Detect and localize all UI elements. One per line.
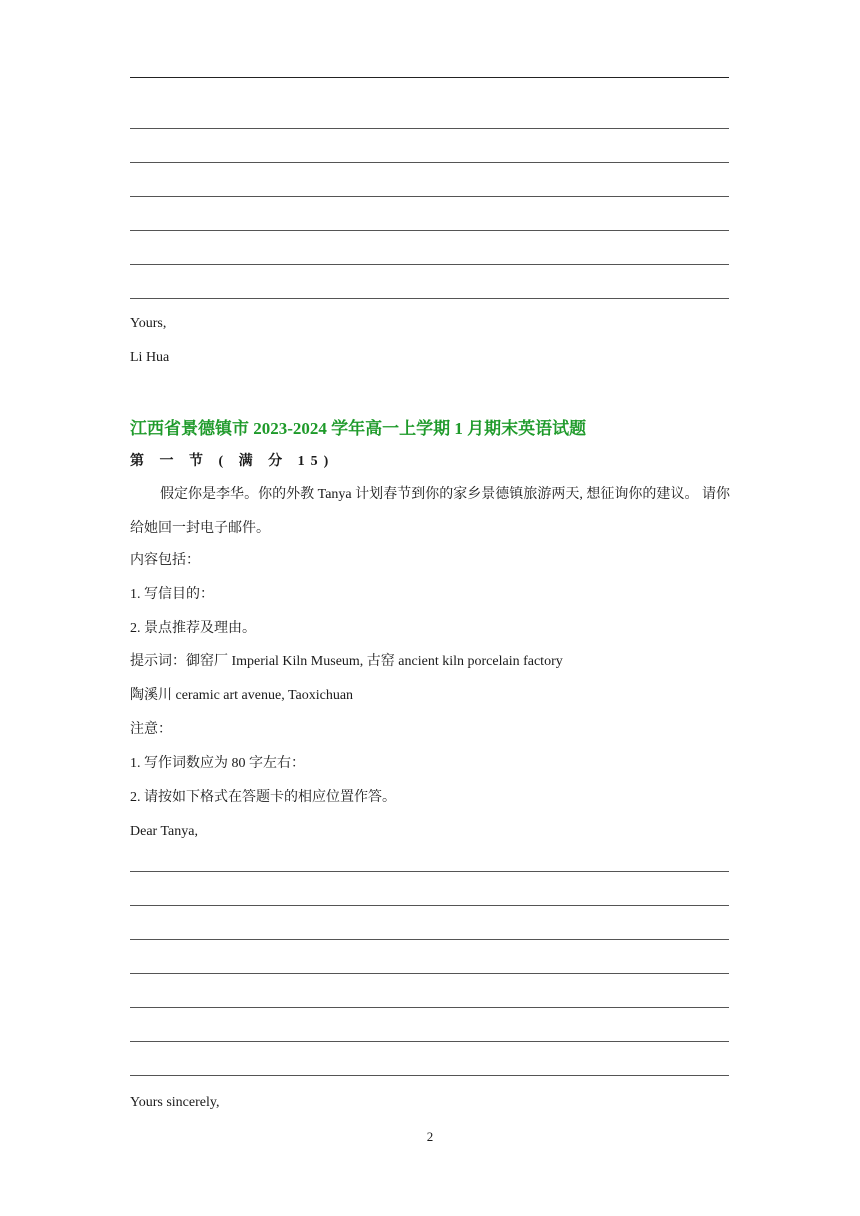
- letter-salutation: Dear Tanya,: [130, 824, 198, 839]
- writing-line: [130, 298, 729, 299]
- writing-line: [130, 939, 729, 940]
- writing-prompt: 假定你是李华。你的外教 Tanya 计划春节到你的家乡景德镇旅游两天, 想征询你的建议。 请你给她回一封电子邮件。: [130, 487, 730, 536]
- writing-line: [130, 1007, 729, 1008]
- note-item: 1. 写作词数应为 80 字左右：: [130, 756, 305, 771]
- note-item: 2. 请按如下格式在答题卡的相应位置作答。: [130, 790, 396, 805]
- writing-line: [130, 905, 729, 906]
- hint-words: 提示词：御窑厂 Imperial Kiln Museum, 古窑 ancient kiln porcelain factory: [130, 654, 563, 669]
- content-label: 内容包括：: [130, 553, 200, 568]
- letter-closing: Yours,: [130, 316, 167, 331]
- writing-line: [130, 128, 729, 129]
- exam-title: 江西省景德镇市 2023-2024 学年高一上学期 1 月期末英语试题: [130, 419, 587, 438]
- hint-words: 陶溪川 ceramic art avenue, Taoxichuan: [130, 688, 354, 703]
- writing-line: [130, 1041, 729, 1042]
- letter-closing: Yours sincerely,: [130, 1095, 220, 1110]
- writing-line: [130, 871, 729, 872]
- notes-label: 注意：: [130, 722, 172, 737]
- content-item: 1. 写信目的：: [130, 587, 214, 602]
- writing-line: [130, 196, 729, 197]
- writing-line: [130, 162, 729, 163]
- page-number: 2: [426, 1129, 434, 1144]
- writing-line: [130, 1075, 729, 1076]
- writing-line: [130, 77, 729, 78]
- writing-line: [130, 264, 729, 265]
- section-title: 第 一 节 ( 满 分 15): [130, 454, 335, 469]
- writing-line: [130, 230, 729, 231]
- content-item: 2. 景点推荐及理由。: [130, 621, 256, 636]
- writing-line: [130, 973, 729, 974]
- letter-signature: Li Hua: [130, 350, 170, 365]
